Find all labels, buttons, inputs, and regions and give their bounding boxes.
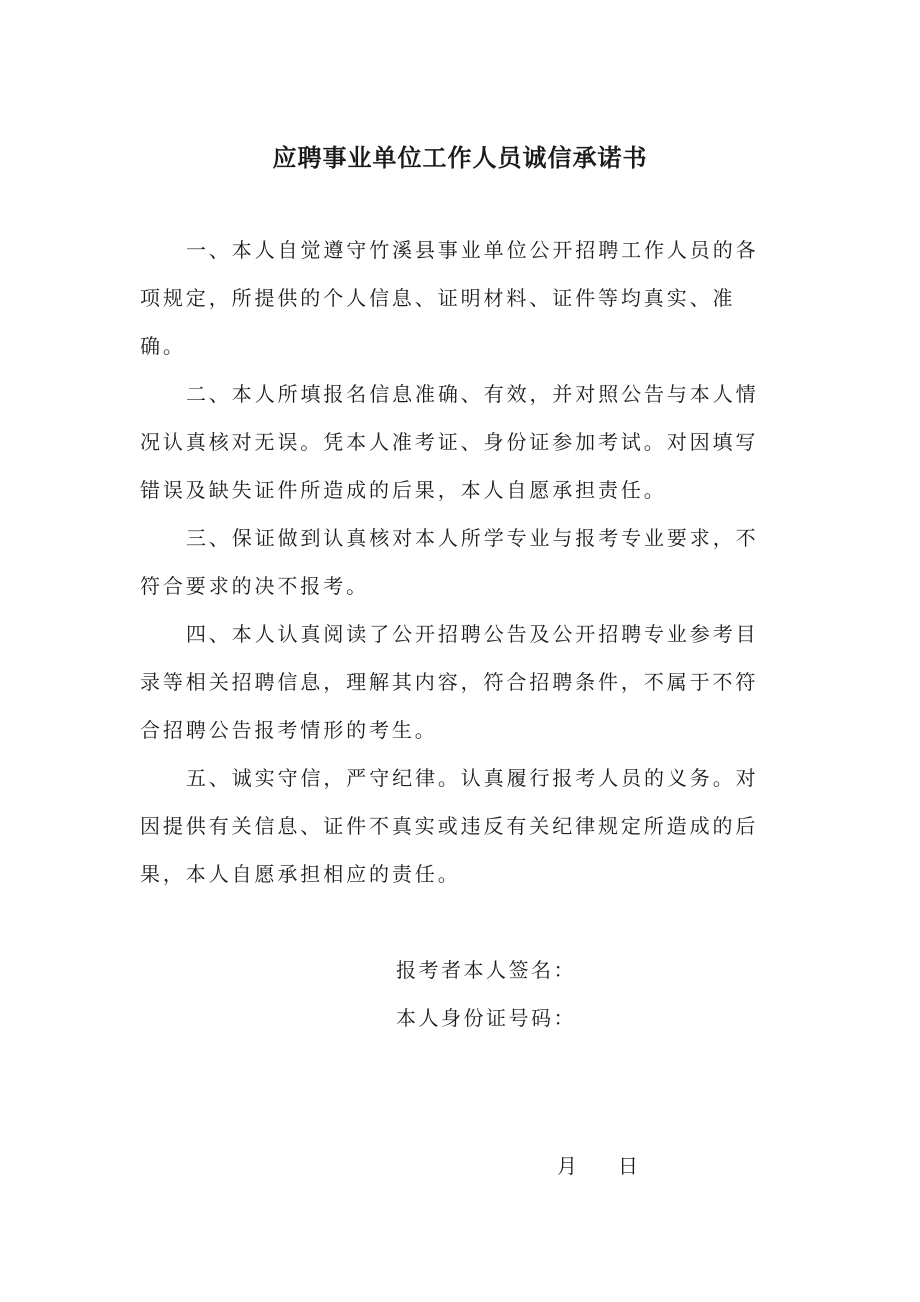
- paragraph-3: 三、保证做到认真核对本人所学专业与报考专业要求，不符合要求的决不报考。: [140, 526, 759, 598]
- paragraph-1: 一、本人自觉遵守竹溪县事业单位公开招聘工作人员的各项规定，所提供的个人信息、证明材料、证件等均真实、准确。: [140, 238, 759, 358]
- signature-id-label: 本人身份证号码：: [396, 1006, 576, 1030]
- document-title: 应聘事业单位工作人员诚信承诺书: [272, 144, 648, 172]
- date-day-label: 日: [618, 1154, 638, 1178]
- paragraph-2: 二、本人所填报名信息准确、有效，并对照公告与本人情况认真核对无误。凭本人准考证、身份证参加考试。对因填写错误及缺失证件所造成的后果，本人自愿承担责任。: [140, 382, 759, 502]
- paragraph-4: 四、本人认真阅读了公开招聘公告及公开招聘专业参考目录等相关招聘信息，理解其内容，符合招聘条件，不属于不符合招聘公告报考情形的考生。: [140, 622, 759, 742]
- paragraph-5: 五、诚实守信，严守纪律。认真履行报考人员的义务。对因提供有关信息、证件不真实或违反有关纪律规定所造成的后果，本人自愿承担相应的责任。: [140, 766, 759, 886]
- date-month-label: 月: [557, 1154, 577, 1178]
- signature-name-label: 报考者本人签名：: [396, 958, 576, 982]
